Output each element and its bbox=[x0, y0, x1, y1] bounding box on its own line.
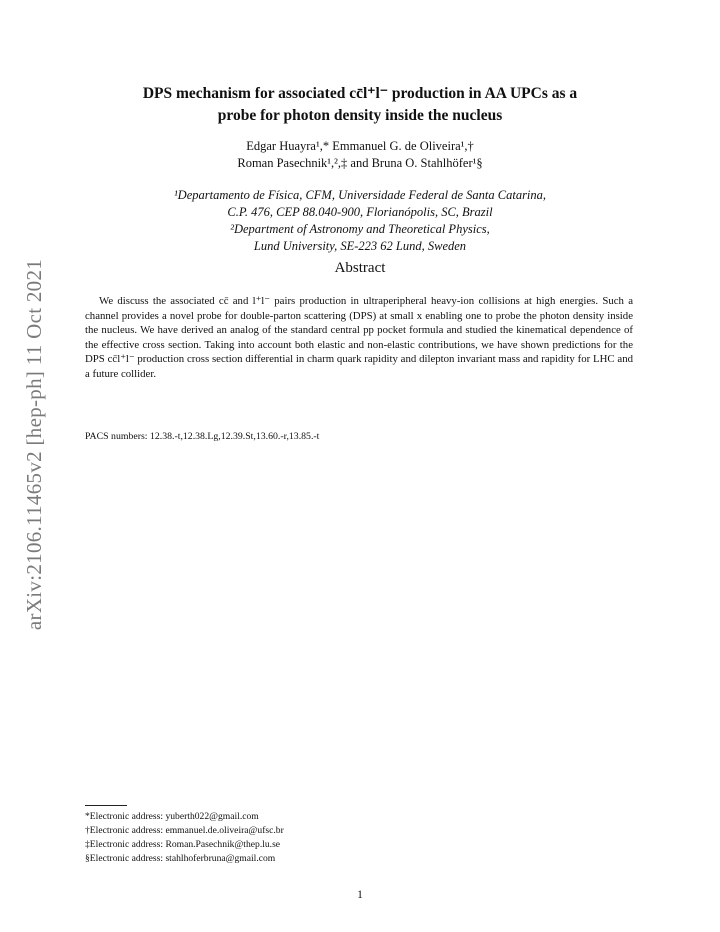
footnote-1: *Electronic address: yuberth022@gmail.com bbox=[85, 811, 259, 822]
footnote-separator bbox=[85, 805, 127, 806]
abstract-text: We discuss the associated cc̄ and l⁺l⁻ pairs production in ultraperipheral heavy-ion collisions at high energies. Such a channel provides a novel probe for double-parton scattering (DPS) at small x enabling one to probe the photon density inside the nucleus. We have derived an analog of the standard central pp pocket formula and studied the kinematical dependence of the effective cross section. Taking into account both elastic and non-elastic contributions, we have shown predictions for the DPS cc̄l⁺l⁻ production cross section differential in charm quark rapidity and dilepton invariant mass and rapidity for LHC and a future collider. bbox=[85, 295, 633, 380]
affiliation-line-3: ²Department of Astronomy and Theoretical Physics, bbox=[230, 222, 490, 236]
arxiv-identifier-stamp bbox=[20, 248, 50, 640]
page-number: 1 bbox=[357, 889, 363, 901]
paper-title bbox=[80, 83, 640, 127]
pacs-numbers: PACS numbers: 12.38.-t,12.38.Lg,12.39.St,13.60.-r,13.85.-t bbox=[85, 431, 320, 442]
affiliation-line-2: C.P. 476, CEP 88.040-900, Florianópolis, SC, Brazil bbox=[227, 205, 493, 219]
affiliation-line-4: Lund University, SE-223 62 Lund, Sweden bbox=[253, 239, 467, 253]
affiliation-line-1: ¹Departamento de Física, CFM, Universidade Federal de Santa Catarina, bbox=[173, 188, 547, 202]
author-line-2: Roman Pasechnik¹,²,‡ and Bruna O. Stahlhöfer¹§ bbox=[237, 156, 483, 170]
footnote-4: §Electronic address: stahlhoferbruna@gmail.com bbox=[85, 853, 276, 864]
title-line-1: DPS mechanism for associated cc̄l⁺l⁻ production in AA UPCs as a bbox=[142, 85, 578, 102]
footnotes bbox=[85, 810, 284, 866]
footnote-2: †Electronic address: emmanuel.de.oliveira@ufsc.br bbox=[85, 825, 284, 836]
abstract-heading: Abstract bbox=[334, 260, 386, 276]
author-line-1: Edgar Huayra¹,* Emmanuel G. de Oliveira¹,† bbox=[246, 139, 474, 153]
title-line-2: probe for photon density inside the nucleus bbox=[217, 107, 503, 124]
footnote-3: ‡Electronic address: Roman.Pasechnik@thep.lu.se bbox=[85, 839, 281, 850]
arxiv-identifier-text: arXiv:2106.11465v2 [hep-ph] 11 Oct 2021 bbox=[22, 258, 47, 630]
